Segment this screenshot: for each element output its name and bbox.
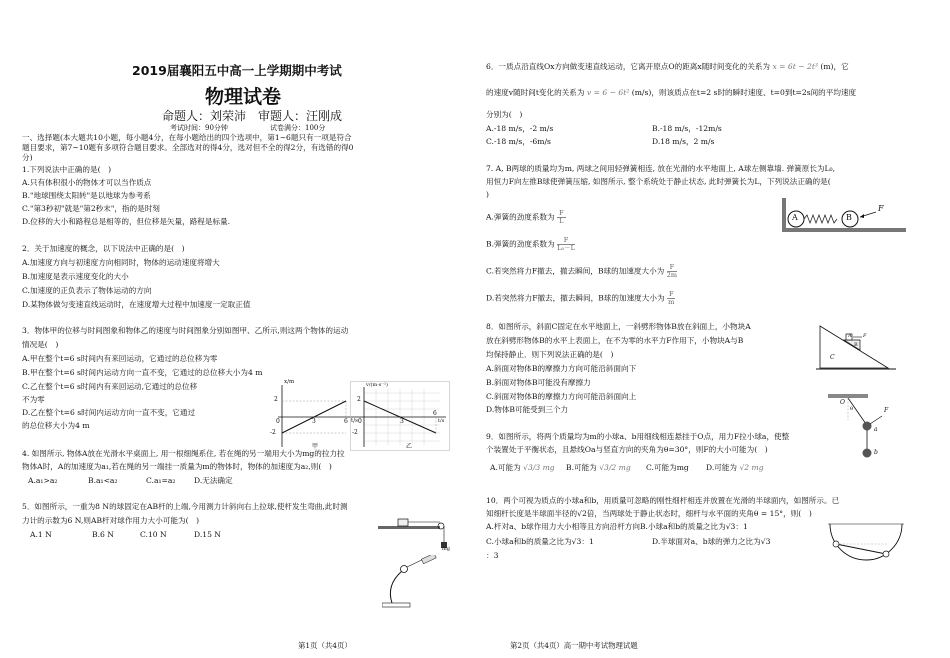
q3-option: D.乙在整个t=6 s时间内运动方向一直不变，它通过 — [22, 408, 196, 417]
q4-stem: 物体A时，A的加速度为a₁,若在绳的另一端挂一质量为m的物体时，物体的加速度为a₂,则( ) — [22, 462, 332, 471]
graph-jia-xend: 6 — [344, 418, 348, 425]
q7-figure — [782, 198, 912, 234]
q10-option-c: C.小球a和b的质量之比为√3：1 — [486, 537, 594, 546]
q8-stem: 放在斜劈形物体B的水平上表面上，在不为零的水平力F作用下，小物块A与B — [486, 336, 744, 345]
q6-option: A.-18 m/s，-2 m/s — [486, 124, 554, 133]
q5-figure-svg — [382, 555, 452, 610]
q5-stem: 力计的示数为6 N,则AB杆对球作用力大小可能为( ) — [22, 516, 200, 525]
q9-stem: 9．如图所示，将两个质量均为m的小球a、b用细线相连悬挂于O点，用力F拉小球a，使整 — [486, 432, 790, 441]
q7-option-label: D.若突然将力F撤去，撤去瞬间，B球的加速度大小为 — [486, 293, 665, 303]
q4-option: D.无法确定 — [194, 476, 233, 485]
q6-formula-v: v = 6 − 6t² — [586, 88, 630, 97]
q4-option: B.a₁<a₂ — [88, 476, 118, 485]
q5-fig-label: mg — [442, 546, 450, 552]
q9-label-b: b — [874, 449, 878, 456]
graph-jia-xmid: 3 — [312, 418, 316, 425]
q6-option: B.-18 m/s，-12m/s — [652, 124, 722, 133]
q9-option-label: B.可能为 — [566, 463, 597, 472]
q3-option: A.甲在整个t=6 s时间内有来回运动，它通过的总位移为零 — [22, 354, 218, 363]
numerator: F — [559, 209, 564, 217]
q8-stem: 均保持静止．则下列说法正确的是( ) — [486, 350, 614, 359]
q7-frac — [557, 210, 566, 225]
q5-figure — [382, 555, 452, 610]
page-right — [486, 0, 936, 658]
graph-yi-ytop: 2 — [357, 396, 361, 403]
q9-label-f: F — [884, 407, 889, 414]
q6-line — [486, 88, 856, 98]
q8-figure-svg — [816, 322, 900, 374]
denominator: m — [668, 298, 675, 306]
q2-option: D.某物体做匀变速直线运动时，在速度增大过程中加速度一定取正值 — [22, 300, 251, 309]
graph-yi-ybottom: -2 — [352, 429, 358, 436]
q7-frac — [557, 237, 575, 252]
q8-label-f: F — [863, 333, 867, 339]
q3-option: B.甲在整个t=6 s时间内运动方向一直不变，它通过的总位移大小为4 m — [22, 368, 263, 377]
graph-jia-xlabel: t/s — [351, 418, 358, 424]
q7-option-b — [486, 237, 575, 252]
q9-option-value: √3/3 mg — [523, 463, 555, 472]
q10-stem: 10．两个可视为质点的小球a和b，用质量可忽略的刚性细杆相连并放置在光滑的半球面内，如图所示。已 — [486, 496, 840, 505]
exam-time: 考试时间：90分钟 — [170, 124, 228, 132]
q6-line — [486, 62, 849, 72]
q6-text: (m/s)，则该质点在t=2 s时的瞬时速度、t=0到t=2s间的平均速度 — [631, 88, 857, 97]
footer-right: 第2页（共4页）高一期中考试物理试题 — [510, 641, 638, 650]
q6-text: 6．一质点沿直线Ox方向做变速直线运动，它离开原点O的距离x随时间变化的关系为 — [486, 62, 771, 71]
footer-left: 第1页（共4页） — [298, 641, 352, 650]
q8-stem: 8．如图所示，斜面C固定在水平地面上，一斜劈形物体B放在斜面上，小物块A — [486, 322, 751, 331]
q3-option: 的总位移大小为4 m — [22, 421, 90, 430]
graph-yi-xlabel: t/s — [438, 418, 445, 424]
subject-title: 物理试卷 — [205, 86, 282, 108]
q7-option-a — [486, 210, 566, 225]
q6-option: D.18 m/s，2 m/s — [652, 137, 715, 146]
denominator: 2m — [666, 271, 678, 279]
q7-option-label: A.弹簧的劲度系数为 — [486, 212, 555, 222]
q7-stem: ) — [486, 190, 489, 199]
q7-option-d — [486, 291, 675, 306]
graph-jia-ybottom: -2 — [270, 429, 276, 436]
q3-option: C.乙在整个t=6 s时间内有来回运动,它通过的总位移 — [22, 382, 198, 391]
q3-stem: 情况是( ) — [22, 340, 59, 349]
q6-formula-x: x = 6t − 2t³ — [772, 62, 818, 71]
q7-frac — [667, 291, 676, 306]
q2-stem: 2．关于加速度的概念，以下说法中正确的是( ) — [22, 244, 185, 253]
q7-stem: 7. A, B两球的质量均为m, 两球之间用轻弹簧相连, 放在光滑的水平地面上, A球左侧靠墙. 弹簧原长为L₀, — [486, 164, 836, 173]
q9-figure-svg — [826, 394, 906, 462]
q8-label-a: A — [848, 333, 852, 339]
q9-option-label: D.可能为 — [706, 463, 738, 472]
q5-option: A.1 N — [30, 530, 52, 539]
q10-stem: 知细杆长度是半球面半径的√2倍，当两球处于静止状态时，细杆与水平面的夹角θ = 15°，则( ) — [486, 509, 812, 518]
q9-stem: 个装置处于平衡状态，且悬线Oa与竖直方向的夹角为θ=30°，则F的大小可能为( ) — [486, 445, 768, 454]
q9-option-c: C.可能为mg — [646, 463, 689, 472]
q5-option: B.6 N — [92, 530, 114, 539]
numerator: F — [667, 264, 677, 272]
q8-option: B.斜面对物体B可能没有摩擦力 — [486, 378, 591, 387]
graph-yi-ylabel: v/(m·s⁻¹) — [366, 382, 388, 388]
q9-option-a — [490, 463, 555, 473]
q1-option: D.位移的大小和路程总是相等的，但位移是矢量，路程是标量. — [22, 217, 231, 226]
q9-option-b — [566, 463, 631, 473]
graph-jia-ylabel: x/m — [284, 379, 295, 385]
q7-stem: 用恒力F向左推B球使弹簧压缩, 如图所示, 整个系统处于静止状态, 此时弹簧长为L，下列说法正确的是( — [486, 177, 831, 186]
q9-option-value: √3/2 mg — [599, 463, 631, 472]
q10-figure-svg — [826, 518, 906, 566]
q4-stem: 4. 如图所示, 物体A放在光滑水平桌面上, 用一根细绳系住, 若在绳的另一端用大小为mg的拉力拉 — [22, 449, 345, 458]
q2-option: C.加速度的正负表示了物体运动的方向 — [22, 286, 152, 295]
q2-option: B.加速度是表示速度变化的大小 — [22, 272, 129, 281]
q9-figure — [826, 394, 906, 462]
page-left — [22, 0, 472, 658]
q10-option-d-cont: ：3 — [486, 551, 499, 560]
q9-label-a: a — [874, 426, 878, 433]
graph-jia-caption: 甲 — [312, 443, 319, 450]
q1-option: C."第3秒初"就是"第2秒末"，指的是时刻 — [22, 204, 160, 213]
q5-option: D.15 N — [194, 530, 221, 539]
q10-figure — [826, 518, 906, 566]
q5-option: C.10 N — [140, 530, 167, 539]
q10-option-a: A.杆对a、b球作用力大小相等且方向沿杆方向B.小球a和b的质量之比为√3：1 — [486, 522, 748, 531]
q5-stem: 5．如图所示，一重为8 N的球固定在AB杆的上端,今用测力计斜向右上拉球,使杆发生弯曲,此时测 — [22, 502, 348, 511]
instructions-line: 分) — [22, 153, 33, 162]
denominator: L — [559, 217, 564, 225]
q8-option: A.斜面对物体B的摩擦力方向可能沿斜面向下 — [486, 364, 637, 373]
q7-ball-a: A — [792, 213, 798, 222]
q7-option-label: B.弹簧的劲度系数为 — [486, 239, 555, 249]
q3-option: 不为零 — [22, 395, 45, 404]
instructions-line: 一、选择题(本大题共10小题，每小题4分，在每小题给出的四个选项中，第1~6题只有一项是符合 — [22, 133, 352, 142]
q6-text: (m)，它 — [820, 62, 849, 71]
graph-jia — [268, 381, 363, 451]
q9-label-theta: θ — [850, 406, 854, 412]
q8-option: C.斜面对物体B的摩擦力方向可能沿斜面向上 — [486, 392, 637, 401]
authors-line: 命题人：刘荣沛 审题人：汪刚成 — [162, 109, 343, 123]
q4-figure-svg — [378, 514, 450, 554]
q7-option-label: C.若突然将力F撤去，撤去瞬间，B球的加速度大小为 — [486, 266, 665, 276]
q6-option: C.-18 m/s，-6m/s — [486, 137, 551, 146]
q9-option-label: A.可能为 — [490, 463, 521, 472]
q1-option: B."地球围绕太阳转"是以地球为参考系 — [22, 191, 151, 200]
q6-line: 分别为( ) — [486, 110, 523, 119]
q2-option: A.加速度方向与初速度方向相同时，物体的运动速度将增大 — [22, 258, 220, 267]
graph-jia-ytop: 2 — [274, 396, 278, 403]
exam-score: 试卷满分：100分 — [270, 124, 326, 132]
q8-figure — [816, 322, 900, 374]
q3-stem: 3．物体甲的位移与时间图象和物体乙的速度与时间图象分别如图甲、乙所示,则这两个物体的运动 — [22, 326, 349, 335]
graph-yi-caption: 乙 — [406, 443, 413, 450]
q6-text: 的速度v随时间t变化的关系为 — [486, 88, 585, 97]
q1-stem: 1.下列说法中正确的是( ) — [22, 165, 112, 174]
q7-frac — [667, 264, 677, 279]
graph-yi-xmid: 3 — [400, 418, 404, 425]
q1-option: A.只有体积很小的物体才可以当作质点 — [22, 178, 152, 187]
q7-option-c — [486, 264, 677, 279]
instructions-line: 题目要求，第7~10题有多项符合题目要求。全部选对的得4分，选对但不全的得2分，有选错的得0 — [22, 143, 354, 152]
q8-label-c: C — [830, 354, 835, 361]
q4-option: A.a₁>a₂ — [28, 476, 58, 485]
graph-yi-xend: 6 — [433, 410, 437, 417]
q9-option-value: √2 mg — [739, 463, 764, 472]
graph-yi-origin: 0 — [358, 418, 362, 425]
q9-option-d — [706, 463, 764, 473]
q10-option-d: D.半球面对a、b球的弹力之比为√3 — [652, 537, 771, 546]
q7-ball-b: B — [846, 213, 852, 222]
q8-option: D.物体B可能受到三个力 — [486, 405, 569, 414]
q9-label-o: O — [840, 399, 845, 406]
numerator: F — [557, 237, 575, 245]
q7-force-label: F — [878, 204, 884, 213]
graph-jia-origin: 0 — [276, 418, 280, 425]
numerator: F — [668, 290, 674, 298]
denominator: L₀－L — [557, 244, 575, 252]
q4-figure — [378, 514, 450, 554]
exam-title: 2019届襄阳五中高一上学期期中考试 — [132, 63, 342, 78]
q4-option: C.a₁=a₂ — [146, 476, 176, 485]
q8-label-b: B — [854, 342, 858, 348]
graph-yi — [350, 381, 450, 451]
